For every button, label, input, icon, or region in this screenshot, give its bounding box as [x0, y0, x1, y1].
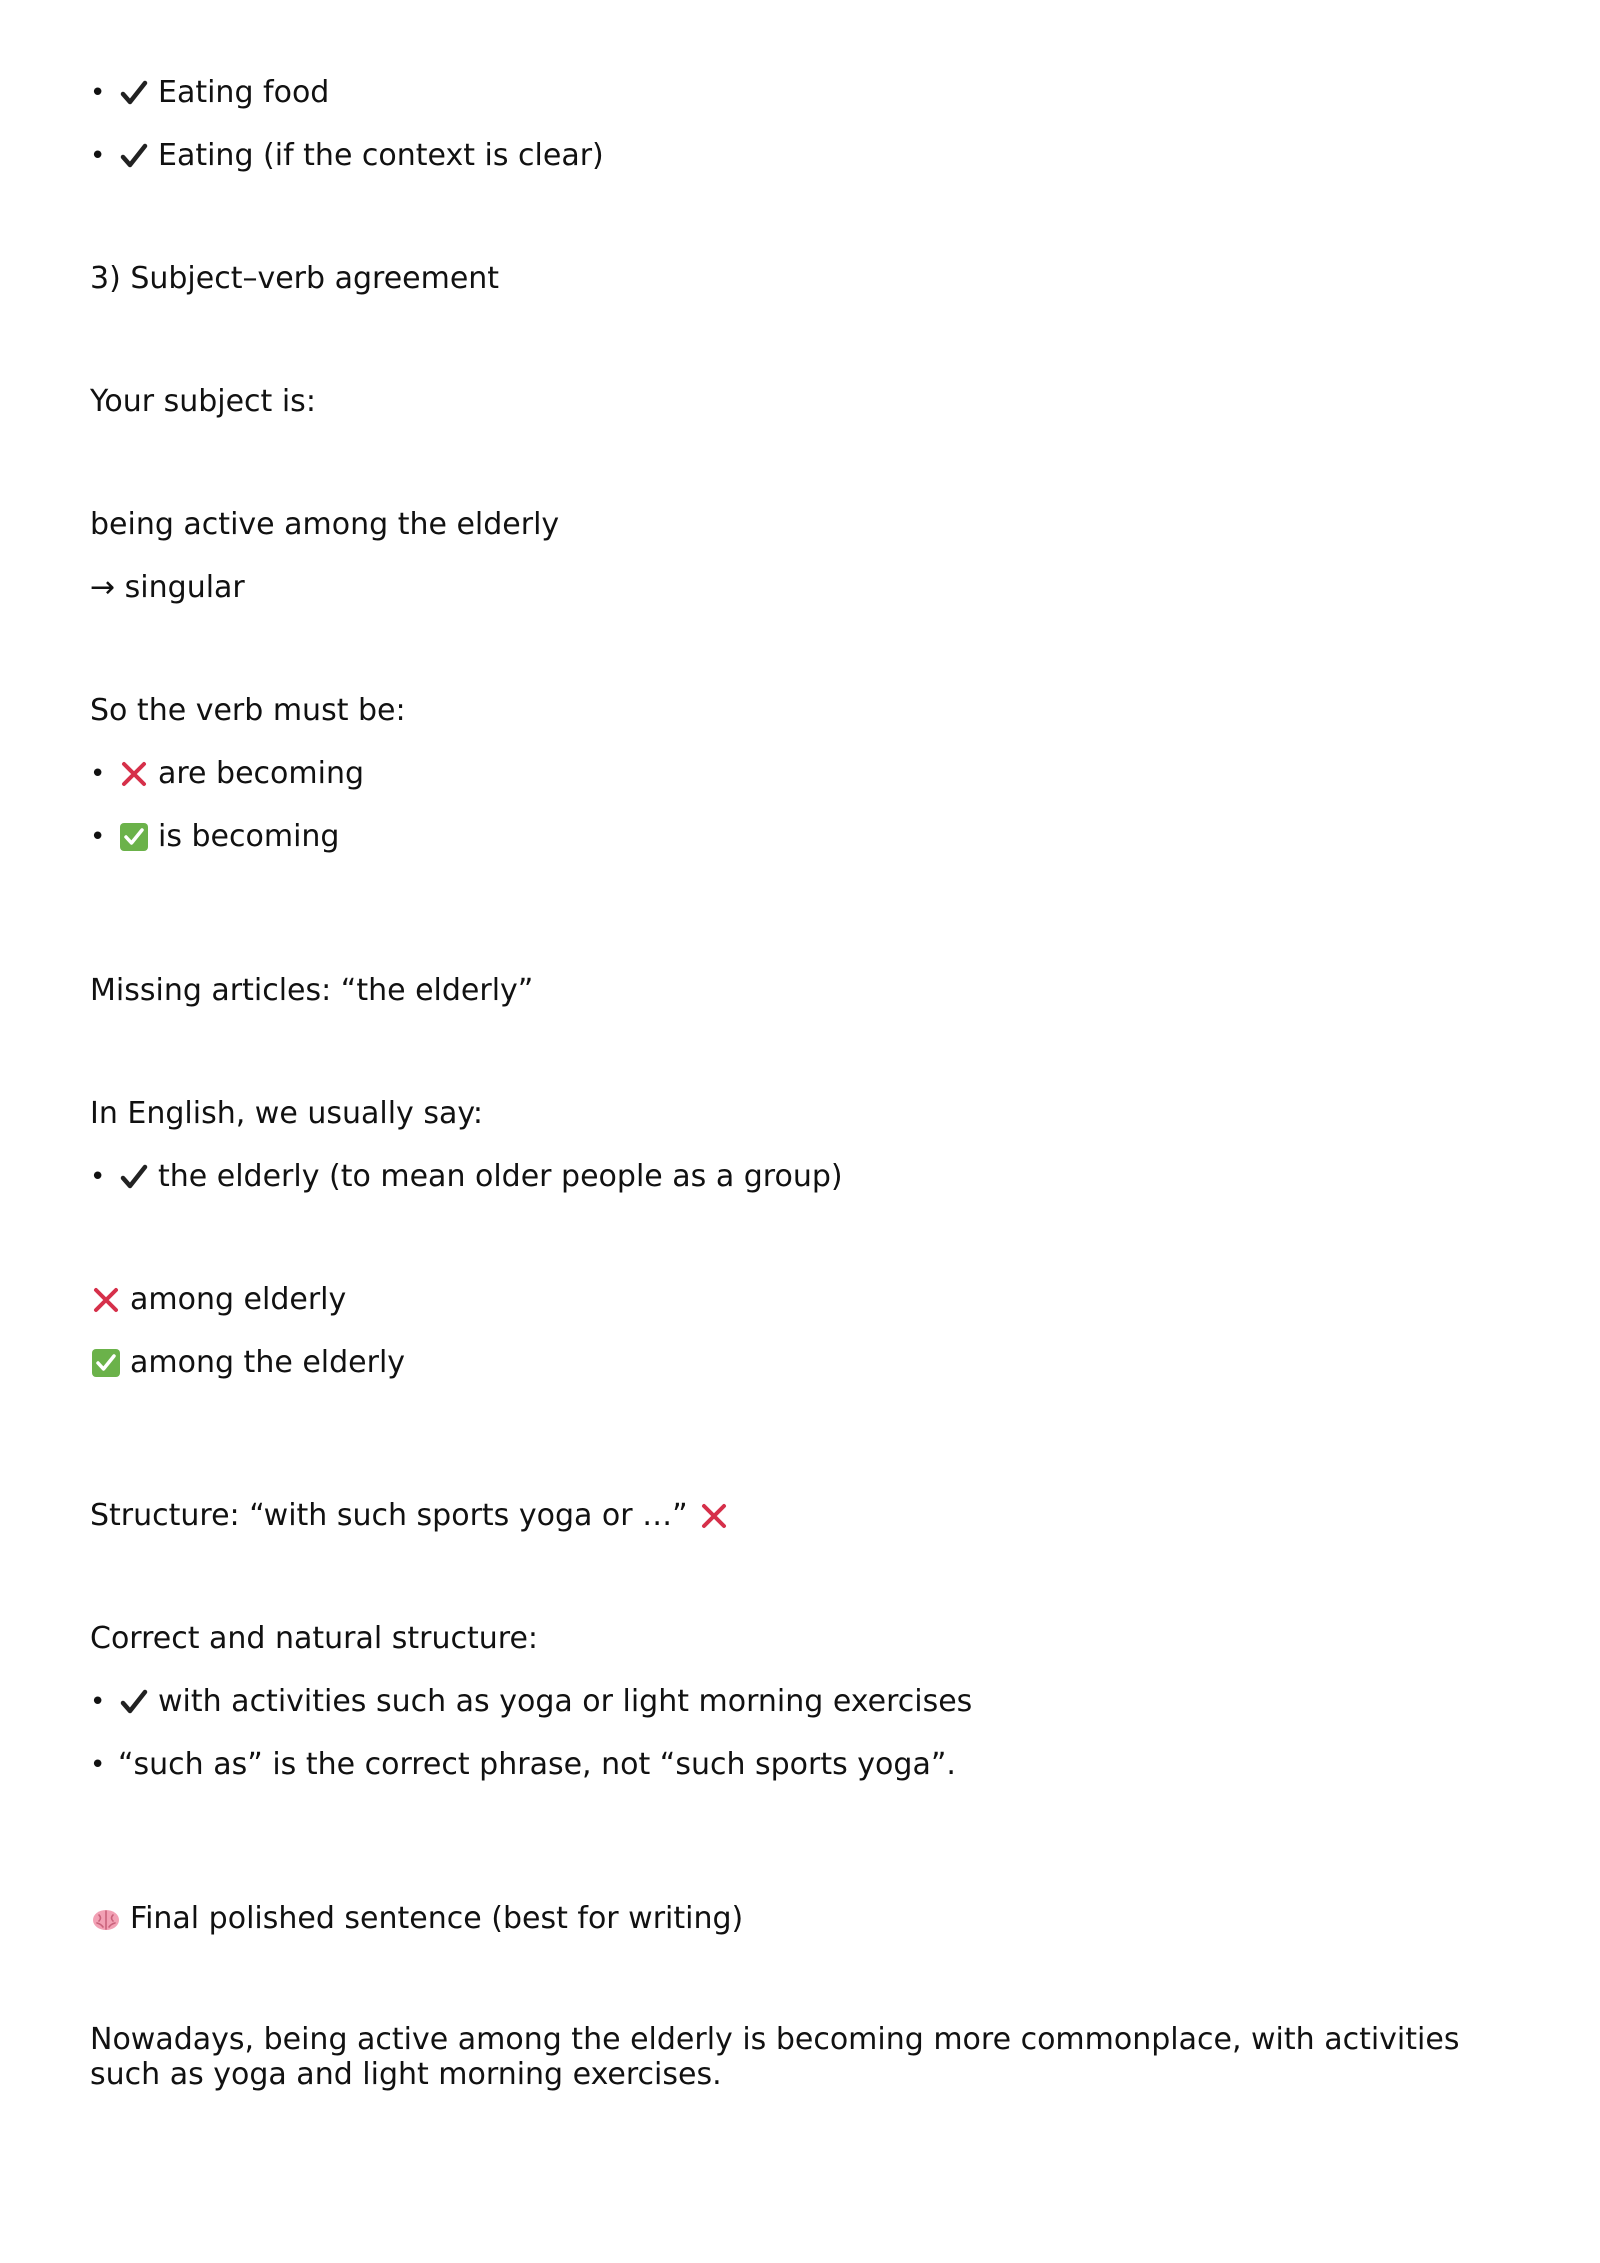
cross-mark-icon — [698, 1500, 730, 1532]
verb-intro: So the verb must be: — [90, 693, 406, 728]
list-item — [90, 75, 329, 111]
bullet-dot: • — [90, 822, 106, 852]
section-heading: 3) Subject–verb agreement — [90, 261, 500, 296]
bullet-dot: • — [90, 141, 106, 171]
list-item-text: the elderly (to mean older people as a group) — [158, 1159, 843, 1194]
final-heading-row — [90, 1901, 743, 1937]
section-heading: Missing articles: “the elderly” — [90, 973, 534, 1008]
bullet-dot: • — [90, 78, 106, 108]
bullet-dot: • — [90, 1687, 106, 1717]
list-item — [90, 756, 364, 792]
list-item-text: with activities such as yoga or light morning exercises — [158, 1684, 973, 1719]
list-item — [90, 1747, 956, 1783]
right-example-text: among the elderly — [130, 1345, 406, 1380]
check-mark-icon — [118, 77, 150, 109]
list-item — [90, 1159, 843, 1195]
subject-phrase: being active among the elderly — [90, 507, 560, 542]
list-item — [90, 138, 604, 174]
articles-intro: In English, we usually say: — [90, 1096, 484, 1131]
bullet-dot: • — [90, 1162, 106, 1192]
section-heading-row — [90, 1498, 738, 1534]
check-mark-icon — [118, 1686, 150, 1718]
final-sentence: Nowadays, being active among the elderly is becoming more commonplace, with activities such as yoga and light morning exercises. — [90, 2022, 1460, 2092]
check-mark-icon — [118, 140, 150, 172]
wrong-example — [90, 1282, 346, 1318]
subject-number: → singular — [90, 570, 245, 605]
check-mark-icon — [118, 1161, 150, 1193]
structure-intro: Correct and natural structure: — [90, 1621, 539, 1656]
subject-intro: Your subject is: — [90, 384, 316, 419]
list-item — [90, 819, 339, 855]
list-item-text: Eating food — [158, 75, 330, 110]
wrong-example-text: among elderly — [130, 1282, 347, 1317]
bullet-dot: • — [90, 1750, 106, 1780]
right-example — [90, 1345, 405, 1381]
list-item-text: “such as” is the correct phrase, not “such sports yoga”. — [118, 1747, 956, 1782]
list-item-text: Eating (if the context is clear) — [158, 138, 604, 173]
cross-mark-icon — [90, 1284, 122, 1316]
green-check-box-icon — [118, 821, 150, 853]
list-item — [90, 1684, 972, 1720]
list-item-text: is becoming — [158, 819, 340, 854]
section-heading: Structure: “with such sports yoga or …” — [90, 1498, 688, 1533]
final-heading: Final polished sentence (best for writing) — [130, 1901, 744, 1936]
list-item-text: are becoming — [158, 756, 365, 791]
green-check-box-icon — [90, 1347, 122, 1379]
bullet-dot: • — [90, 759, 106, 789]
brain-icon — [90, 1903, 122, 1935]
cross-mark-icon — [118, 758, 150, 790]
